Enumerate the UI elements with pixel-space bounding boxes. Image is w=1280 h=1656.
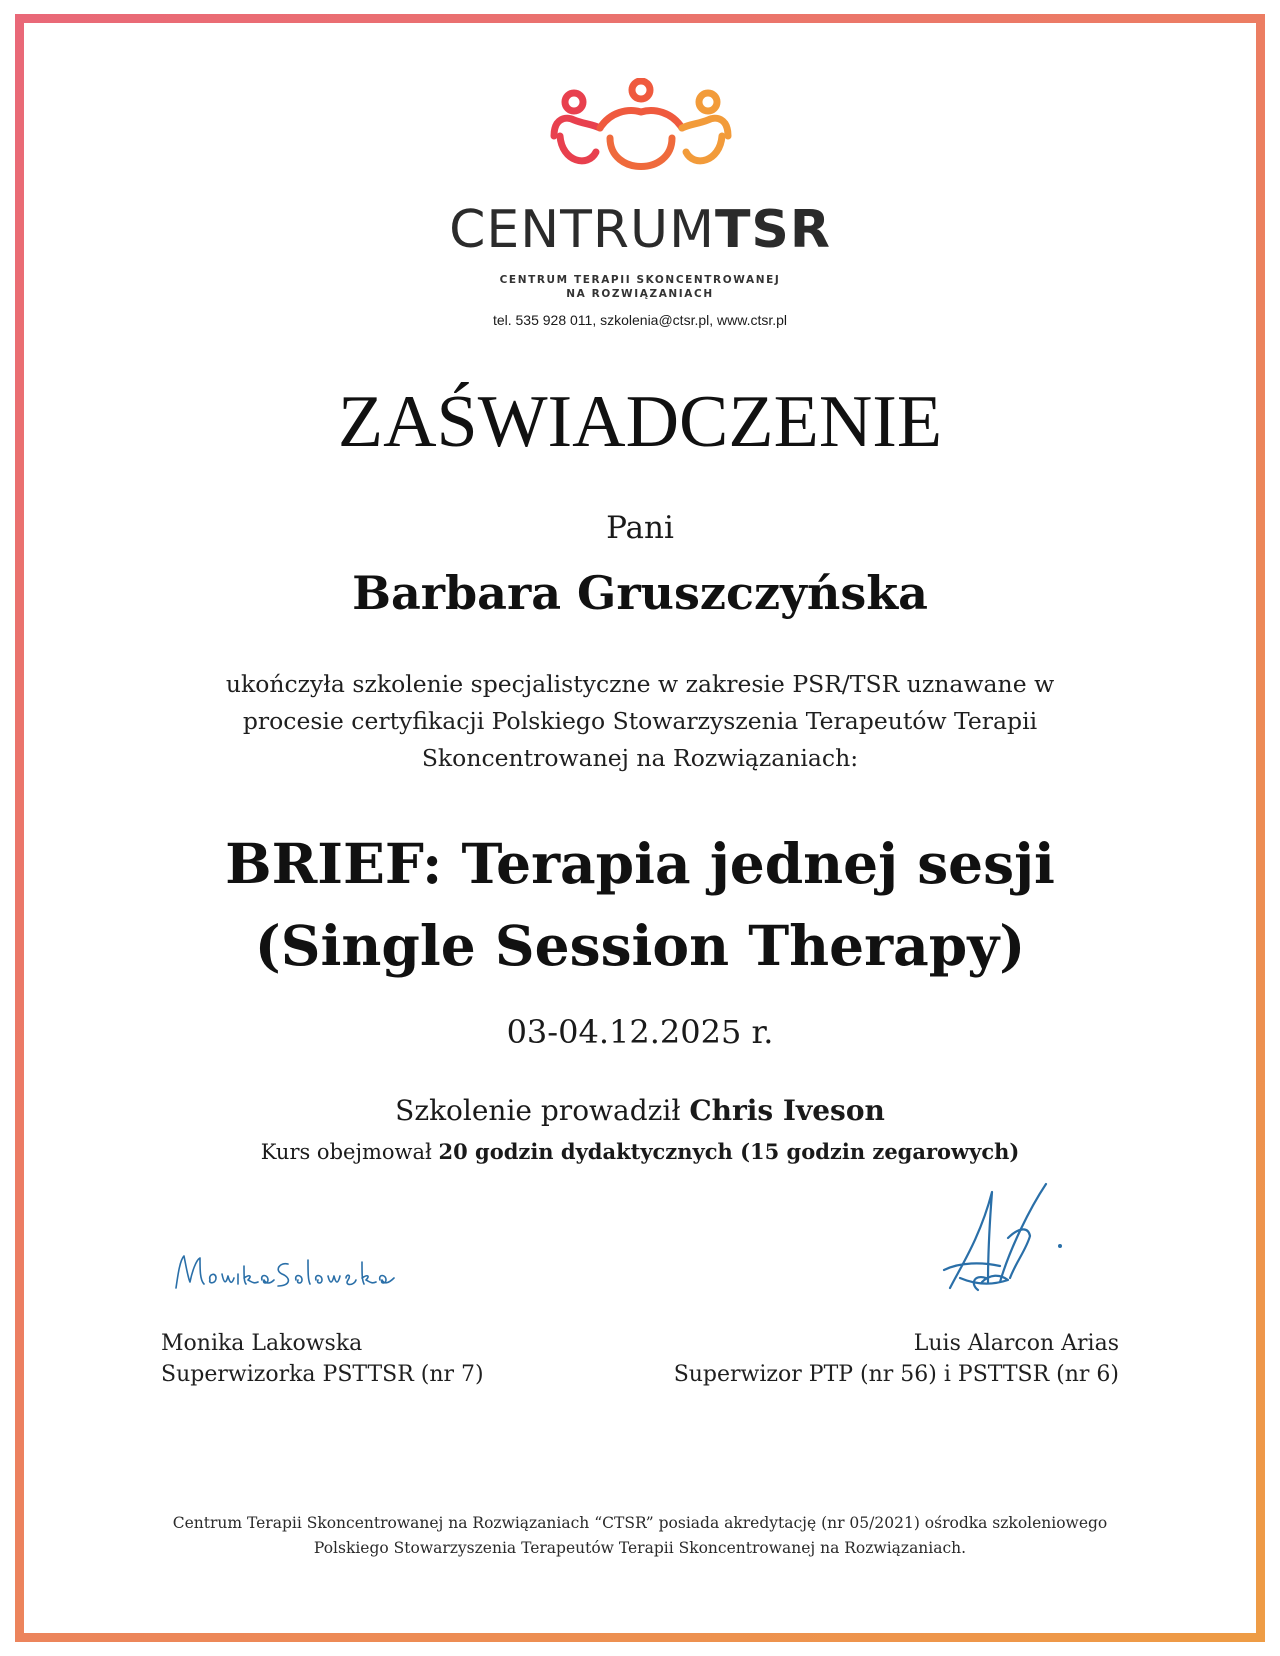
accreditation-footer — [0, 1511, 1280, 1561]
statement-line: procesie certyfikacji Polskiego Stowarzyszenia Terapeutów Terapii — [242, 707, 1038, 735]
course-date: 03-04.12.2025 r. — [506, 1013, 774, 1051]
signer-right — [674, 1328, 1119, 1390]
trainer-prefix: Szkolenie prowadził — [395, 1094, 690, 1127]
signer-right-role: Superwizor PTP (nr 56) i PSTTSR (nr 6) — [673, 1362, 1119, 1387]
footer-line2: Polskiego Stowarzyszenia Terapeutów Terapii Skoncentrowanej na Rozwiązaniach. — [313, 1539, 967, 1557]
brand-subtitle-line2: NA ROZWIĄZANIACH — [566, 288, 714, 300]
course-title-line2: (Single Session Therapy) — [254, 913, 1026, 978]
course-title-line1: BRIEF: Terapia jednej sesji — [225, 831, 1055, 896]
signer-left — [161, 1328, 484, 1390]
recipient-name: Barbara Gruszczyńska — [352, 566, 928, 620]
signature-left-image — [170, 1244, 400, 1298]
honorific: Pani — [606, 510, 674, 546]
hours-line — [0, 1137, 1280, 1167]
statement-line: Skoncentrowanej na Rozwiązaniach: — [421, 744, 859, 772]
brand-word-centrum: CENTRUM — [449, 200, 715, 260]
centrum-tsr-logo-icon — [548, 78, 734, 190]
statement-line: ukończyła szkolenie specjalistyczne w zakresie PSR/TSR uznawane w — [225, 670, 1055, 698]
footer-line1: Centrum Terapii Skoncentrowanej na Rozwiązaniach “CTSR” posiada akredytację (nr 05/2021) ośrodka szkoleniowego — [172, 1514, 1108, 1532]
course-title — [0, 823, 1280, 987]
trainer-name: Chris Iveson — [689, 1094, 885, 1127]
signer-right-name: Luis Alarcon Arias — [913, 1331, 1119, 1356]
signer-left-name: Monika Lakowska — [161, 1331, 363, 1356]
contact-info: tel. 535 928 011, szkolenia@ctsr.pl, www.ctsr.pl — [492, 312, 788, 328]
brand-word-tsr: TSR — [714, 200, 831, 260]
document-title: ZAŚWIADCZENIE — [337, 381, 943, 463]
completion-statement — [0, 666, 1280, 777]
hours-prefix: Kurs obejmował — [260, 1140, 439, 1164]
brand-subtitle-line1: CENTRUM TERAPII SKONCENTROWANEJ — [499, 274, 781, 286]
brand-wordmark — [0, 200, 1280, 260]
trainer-line — [0, 1093, 1280, 1129]
signature-right-image — [930, 1178, 1100, 1298]
hours-value: 20 godzin dydaktycznych (15 godzin zegarowych) — [438, 1139, 1020, 1164]
signer-left-role: Superwizorka PSTTSR (nr 7) — [161, 1362, 484, 1387]
